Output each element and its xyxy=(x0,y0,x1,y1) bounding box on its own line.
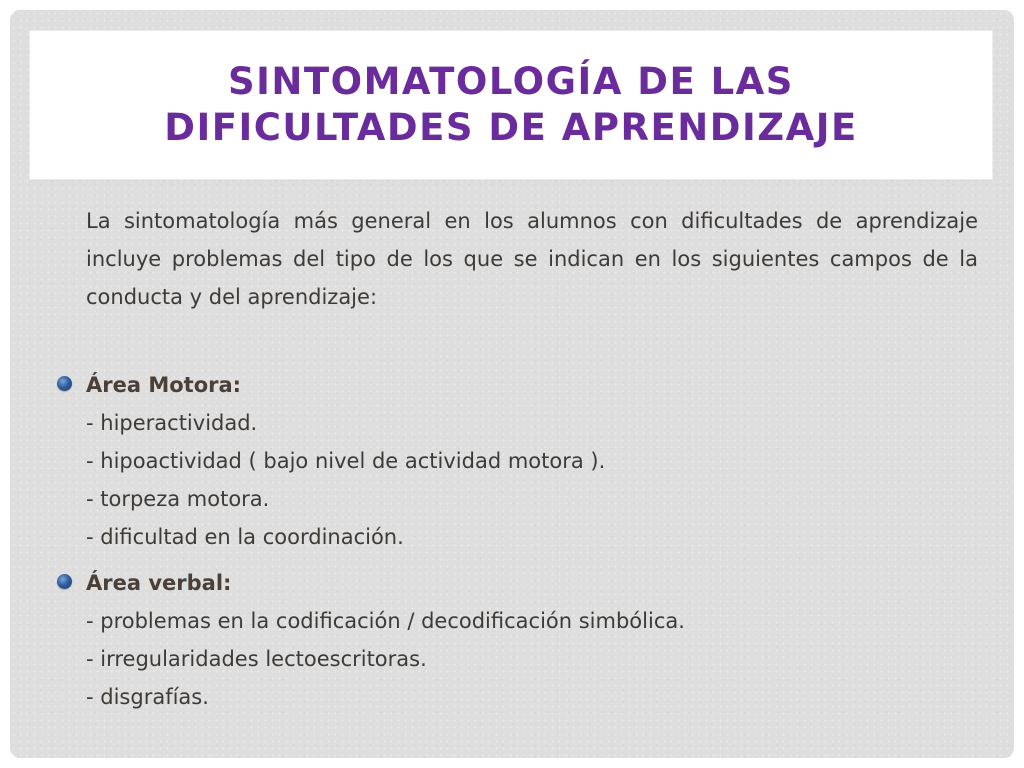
section-area-verbal xyxy=(86,564,978,716)
circle-bullet-icon xyxy=(57,376,72,391)
list-item: - hipoactividad ( bajo nivel de actividad motora ). xyxy=(86,449,606,473)
intro-paragraph: La sintomatología más general en los alumnos con dificultades de aprendizaje incluye problemas del tipo de los que se indican en los siguientes campos de la conducta y del aprendizaje: xyxy=(86,209,978,309)
list-item: - dificultad en la coordinación. xyxy=(86,525,404,549)
section-heading: Área verbal: xyxy=(86,571,232,595)
slide xyxy=(10,10,1014,758)
list-item: - hiperactividad. xyxy=(86,411,258,435)
section-heading: Área Motora: xyxy=(86,373,242,397)
slide-title-line-1: SINTOMATOLOGÍA DE LAS xyxy=(228,60,794,103)
list-item: - torpeza motora. xyxy=(86,487,270,511)
list-item: - problemas en la codificación / decodificación simbólica. xyxy=(86,609,685,633)
list-item: - disgrafías. xyxy=(86,685,209,709)
circle-bullet-icon xyxy=(57,574,72,589)
slide-title-line-2: DIFICULTADES DE APRENDIZAJE xyxy=(164,106,858,149)
slide-content xyxy=(86,202,978,716)
list-item: - irregularidades lectoescritoras. xyxy=(86,647,427,671)
title-box xyxy=(30,31,992,179)
section-area-motora xyxy=(86,366,978,556)
